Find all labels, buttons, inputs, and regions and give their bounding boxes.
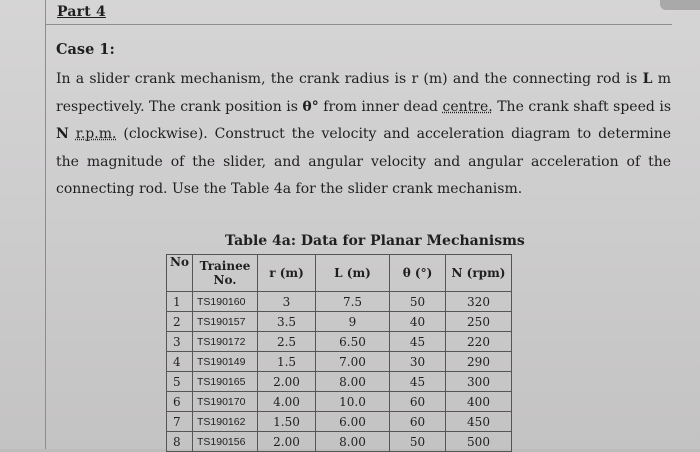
cell-trainee: TS190160 [193,292,258,312]
cell-theta: 60 [390,392,446,412]
cell-n: 290 [446,352,512,372]
cell-theta: 60 [390,412,446,432]
cell-theta: 30 [390,352,446,372]
paragraph-underlined-rpm: r.p.m. [75,126,117,142]
cell-trainee: TS190170 [193,392,258,412]
table-row [167,292,512,312]
cell-n: 300 [446,372,512,392]
cell-r: 4.00 [258,392,316,412]
cell-theta: 40 [390,312,446,332]
cell-no: 1 [167,292,193,312]
header-n: N (rpm) [446,255,512,292]
case-heading: Case 1: [56,41,115,58]
paragraph-text: The crank shaft speed is [492,98,672,115]
page-corner-decoration [660,0,700,10]
cell-no: 7 [167,412,193,432]
paragraph-text: (clockwise). Construct the velocity and acceleration diagram to determine the magnitude of the slider, and angular velocity and angular acceleration of the connecting rod. Use the Table 4a for the slider crank mechanism. [56,126,671,197]
cell-l: 6.50 [316,332,390,352]
header-trainee: Trainee No. [193,255,258,292]
cell-trainee: TS190165 [193,372,258,392]
cell-n: 500 [446,432,512,452]
cell-trainee: TS190157 [193,312,258,332]
cell-no: 8 [167,432,193,452]
table-header-row [167,255,512,292]
cell-trainee: TS190172 [193,332,258,352]
cell-theta: 50 [390,432,446,452]
table-row [167,372,512,392]
header-r: r (m) [258,255,316,292]
table-row [167,412,512,432]
cell-trainee: TS190156 [193,432,258,452]
cell-r: 2.00 [258,432,316,452]
cell-n: 250 [446,312,512,332]
cell-r: 2.00 [258,372,316,392]
cell-r: 1.50 [258,412,316,432]
cell-r: 2.5 [258,332,316,352]
cell-no: 5 [167,372,193,392]
cell-no: 6 [167,392,193,412]
cell-trainee: TS190149 [193,352,258,372]
paragraph-text [69,126,76,142]
cell-no: 2 [167,312,193,332]
header-no: No [167,255,193,292]
cell-n: 220 [446,332,512,352]
paragraph-underlined-centre: centre. [442,98,493,115]
cell-r: 3.5 [258,312,316,332]
paragraph-text: m respectively. The crank position is [56,71,671,115]
cell-l: 8.00 [316,372,390,392]
problem-statement [56,66,671,204]
cell-no: 3 [167,332,193,352]
header-rule [46,24,672,25]
part-heading: Part 4 [57,4,106,20]
paragraph-emphasis-L: L [642,71,653,87]
table-row [167,352,512,372]
cell-l: 10.0 [316,392,390,412]
cell-theta: 45 [390,372,446,392]
cell-n: 450 [446,412,512,432]
table-row [167,392,512,412]
cell-no: 4 [167,352,193,372]
table-row [167,312,512,332]
cell-r: 1.5 [258,352,316,372]
cell-theta: 45 [390,332,446,352]
left-margin-line [45,0,46,449]
cell-r: 3 [258,292,316,312]
cell-l: 7.00 [316,352,390,372]
cell-trainee: TS190162 [193,412,258,432]
table-caption: Table 4a: Data for Planar Mechanisms [225,233,525,249]
header-theta: θ (°) [390,255,446,292]
paragraph-emphasis-N: N [56,126,69,142]
cell-l: 8.00 [316,432,390,452]
paragraph-text: In a slider crank mechanism, the crank radius is r (m) and the connecting rod is [56,71,643,87]
header-l: L (m) [316,255,390,292]
paragraph-emphasis-theta: θ° [302,98,319,115]
cell-n: 400 [446,392,512,412]
cell-l: 6.00 [316,412,390,432]
paragraph-text: from inner dead [318,98,443,115]
mechanism-data-table [166,254,512,452]
cell-l: 7.5 [316,292,390,312]
table-row [167,332,512,352]
cell-theta: 50 [390,292,446,312]
cell-l: 9 [316,312,390,332]
cell-n: 320 [446,292,512,312]
